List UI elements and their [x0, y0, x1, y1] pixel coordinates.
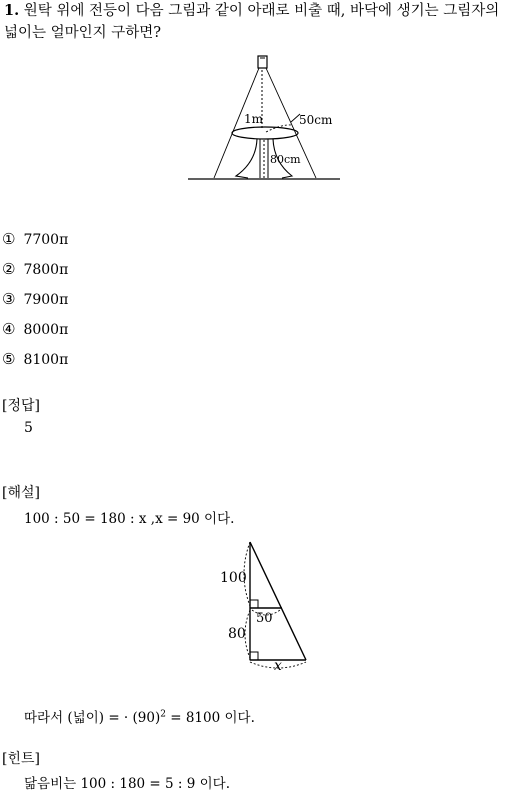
- hint-heading: [힌트]: [2, 751, 40, 767]
- label-100: 100: [220, 570, 247, 586]
- label-1m: 1m: [244, 112, 264, 126]
- option-3-text: 7900π: [23, 292, 69, 308]
- answer-heading: [정답]: [2, 398, 40, 414]
- option-3[interactable]: [2, 290, 68, 308]
- option-2-text: 7800π: [23, 262, 69, 278]
- solution-line-2-exponent: 2: [160, 709, 166, 720]
- table-top: [232, 127, 298, 139]
- similar-triangles-figure: [216, 536, 314, 676]
- label-50cm: 50cm: [299, 113, 333, 127]
- solution-line-1: 100 : 50 = 180 : x ,x = 90 이다.: [24, 511, 235, 527]
- option-4[interactable]: [2, 320, 68, 338]
- label-80cm: 80cm: [270, 153, 301, 166]
- option-5[interactable]: [2, 350, 68, 368]
- solution-line-2-suffix: = 8100 이다.: [165, 710, 255, 726]
- question-text: [4, 0, 532, 44]
- lamp-table-figure: [188, 52, 340, 182]
- label-80: 80: [228, 626, 246, 642]
- question-line-2: 넓이는 얼마인지 구하면?: [4, 25, 162, 41]
- solution-line-2: [24, 706, 255, 726]
- option-2-mark: ②: [2, 260, 16, 278]
- option-3-mark: ③: [2, 290, 16, 308]
- option-4-mark: ④: [2, 320, 16, 338]
- option-2[interactable]: [2, 260, 68, 278]
- option-5-mark: ⑤: [2, 350, 16, 368]
- option-5-text: 8100π: [23, 352, 69, 368]
- option-1[interactable]: [2, 230, 68, 248]
- option-1-mark: ①: [2, 230, 16, 248]
- option-4-text: 8000π: [23, 322, 69, 338]
- label-50: 50: [256, 611, 273, 626]
- solution-line-2-prefix: 따라서 (넓이) = · (90): [24, 710, 161, 726]
- question-line-1: 원탁 위에 전등이 다음 그림과 같이 아래로 비출 때, 바닥에 생기는 그림자의: [23, 3, 500, 19]
- hint-text: 닮음비는 100 : 180 = 5 : 9 이다.: [24, 776, 230, 792]
- answer-value: 5: [24, 420, 33, 436]
- question-number: 1.: [4, 2, 20, 19]
- option-1-text: 7700π: [23, 232, 69, 248]
- label-x: x: [274, 658, 282, 674]
- solution-heading: [해설]: [2, 485, 40, 501]
